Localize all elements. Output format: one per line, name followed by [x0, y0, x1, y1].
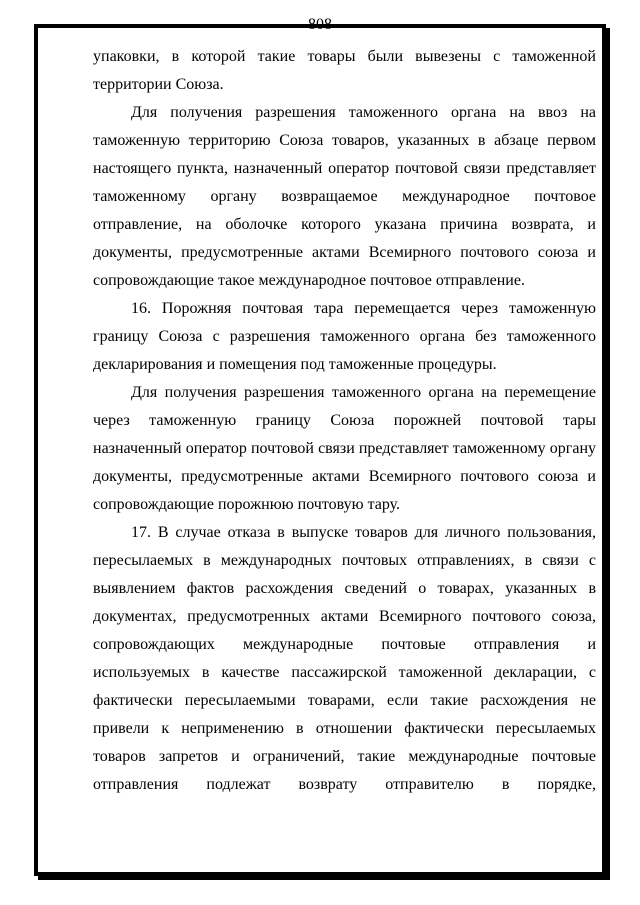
paragraph-permission-tare: Для получения разрешения таможенного органа на перемещение через таможенную границу Союза порожней почтовой тары назначенный оператор почтовой связи представляет таможенному органу документы, предусмотренные актами Всемирного почтового союза и сопровождающие порожнюю почтовую тару.: [93, 384, 596, 513]
paragraph-permission-import: Для получения разрешения таможенного органа на ввоз на таможенную территорию Союза товаров, указанных в абзаце первом настоящего пункта, назначенный оператор почтовой связи представляет таможенному органу возвращаемое международное почтовое отправление, на оболочке которого указана причина возврата, и документы, предусмотренные актами Всемирного почтового союза и сопровождающие такое международное почтовое отправление.: [93, 104, 596, 289]
page-number: 808: [308, 16, 332, 33]
paragraph-continuation: упаковки, в которой такие товары были вывезены с таможенной территории Союза.: [93, 48, 596, 93]
paragraph-item-16: 16. Порожняя почтовая тара перемещается через таможенную границу Союза с разрешения таможенного органа без таможенного декларирования и помещения под таможенные процедуры.: [93, 300, 596, 373]
paragraph-item-17: 17. В случае отказа в выпуске товаров для личного пользования, пересылаемых в международных почтовых отправлениях, в связи с выявлением фактов расхождения сведений о товарах, указанных в документах, предусмотренных актами Всемирного почтового союза, сопровождающих международные почтовые отправления и используемых в качестве пассажирской таможенной декларации, с фактически пересылаемыми товарами, если такие расхождения не привели к неприменению в отношении фактически пересылаемых товаров запретов и ограничений, такие международные почтовые отправления подлежат возврату отправителю в порядке,: [93, 524, 596, 793]
document-body: [93, 43, 596, 799]
